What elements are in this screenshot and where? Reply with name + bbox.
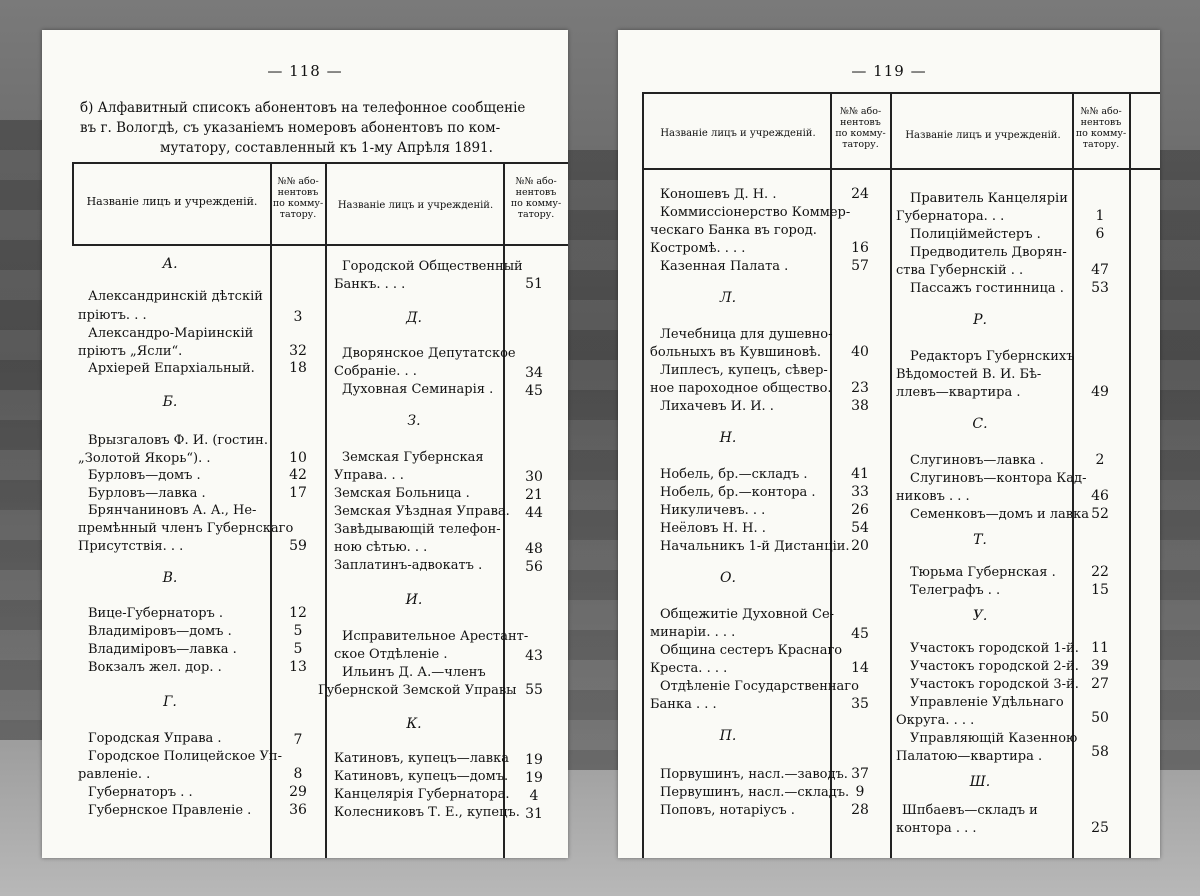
list-item: минаріи. . . . [650,625,736,640]
subscriber-number: 5 [293,641,303,657]
section-letter: И. [405,592,423,608]
list-item: Палатою—квартира . [896,749,1043,764]
subscriber-number: 44 [525,505,543,521]
list-item: Коношевъ Д. Н. . [660,187,777,202]
list-item: Катиновъ, купецъ—домъ. [334,769,509,784]
list-item: Шпбаевъ—складъ и [902,803,1038,818]
list-item: Управленіе Удѣльнаго [910,695,1064,710]
list-item: Пассажъ гостинница . [910,281,1064,296]
subscriber-number: 31 [525,806,543,822]
list-item: Вице-Губернаторъ . [88,606,224,621]
list-item: Телеграфъ . . [910,583,1001,598]
section-letter: Д. [406,310,422,326]
section-letter: Ш. [969,774,991,790]
section-letter: П. [719,728,737,744]
page-number: — 119 — [851,62,927,80]
subscriber-number: 55 [525,682,543,698]
subscriber-number: 11 [1091,640,1109,656]
section-letter: А. [162,256,178,272]
subscriber-number: 30 [525,469,543,485]
background-building [1160,150,1200,770]
subscriber-number: 38 [851,398,869,414]
subscriber-number: 33 [851,484,869,500]
list-item: Колесниковъ Т. Е., купецъ. [334,805,520,820]
list-item: Александринскій дѣтскій [88,289,263,304]
subscriber-number: 16 [851,240,869,256]
column-rule [890,92,892,858]
document-heading [80,98,556,158]
list-item: Заплатинъ-адвокатъ . [334,558,483,573]
list-item: Начальникъ 1-й Дистанціи. [660,539,850,554]
list-item: Дворянское Депутатское [342,346,516,361]
subscriber-number: 9 [855,784,865,800]
subscriber-number: 20 [851,538,869,554]
list-item: ства Губернскій . . [896,263,1024,278]
list-item: Вѣдомостей В. И. Бѣ- [896,367,1042,382]
column-header-number: №№ або- нентовъ по комму- татору. [272,176,324,220]
list-item: Неёловъ Н. Н. . [660,521,766,536]
subscriber-number: 53 [1091,280,1109,296]
list-item: Катиновъ, купецъ—лавка [334,751,509,766]
list-item: Правитель Канцеляріи [910,191,1068,206]
list-item: Общежитіе Духовной Се- [660,607,835,622]
table-rule [72,162,568,164]
list-item: Земская Губернская [342,450,484,465]
list-item: Нобель, бр.—контора . [660,485,816,500]
column-header-number: №№ або- нентовъ по комму- татору. [1075,106,1127,150]
subscriber-number: 12 [289,605,307,621]
list-item: Предводитель Дворян- [910,245,1067,260]
list-item: ческаго Банка въ город. [650,223,817,238]
subscriber-number: 36 [289,802,307,818]
list-item: ною сѣтью. . . [334,540,428,555]
subscriber-number: 10 [289,450,307,466]
column-rule [325,162,327,858]
list-item: Порвушинъ, насл.—заводъ. [660,767,848,782]
subscriber-number: 42 [289,467,307,483]
list-item: пріютъ. . . [78,308,147,323]
subscriber-number: 14 [851,660,869,676]
section-letter: Б. [162,394,178,410]
list-item: Духовная Семинарія . [342,382,494,397]
list-item: Земская Больница . [334,486,470,501]
column-header-name: Названіе лицъ и учрежденій. [86,195,258,208]
subscriber-number: 59 [289,538,307,554]
list-item: Губернаторъ . . [88,785,193,800]
list-item: больныхъ въ Кувшиновѣ. [650,345,822,360]
subscriber-number: 28 [851,802,869,818]
column-rule [72,162,74,244]
list-item: Ильинъ Д. А.—членъ [342,665,486,680]
subscriber-number: 7 [293,732,303,748]
subscriber-number: 43 [525,648,543,664]
list-item: Управляющій Казенною [910,731,1078,746]
list-item: Завѣдывающій телефон- [334,522,501,537]
list-item: Врызгаловъ Ф. И. (гостин. [88,433,268,448]
list-item: Бурловъ—лавка . [88,486,206,501]
document-page-119 [618,30,1160,858]
list-item: Слугиновъ—контора Кад- [910,471,1087,486]
list-item: Канцелярія Губернатора. [334,787,510,802]
list-item: премѣнный членъ Губернскаго [78,521,294,536]
list-item: Отдѣленіе Государственнаго [660,679,859,694]
subscriber-number: 23 [851,380,869,396]
list-item: Городской Общественный [342,259,523,274]
list-item: „Золотой Якорь“). . [78,451,211,466]
column-header-name: Названіе лицъ и учрежденій. [905,130,1061,141]
section-letter: К. [406,716,422,732]
subscriber-number: 21 [525,487,543,503]
section-letter: Р. [973,312,987,328]
list-item: Земская Уѣздная Управа. [334,504,510,519]
list-item: Банкъ. . . . [334,277,406,292]
subscriber-number: 17 [289,485,307,501]
list-item: Архіерей Епархіальный. [88,361,255,376]
list-item: Губернатора. . . [896,209,1005,224]
list-item: Креста. . . . [650,661,728,676]
column-header-number: №№ або- нентовъ по комму- татору. [510,176,562,220]
list-item: Участокъ городской 3-й. [910,677,1079,692]
subscriber-number: 41 [851,466,869,482]
list-item: Никуличевъ. . . [660,503,766,518]
column-header-name: Названіе лицъ и учрежденій. [337,200,494,211]
list-item: Городское Полицейское Уп- [88,749,282,764]
heading-line: въ г. Вологдѣ, съ указаніемъ номеровъ абонентовъ по ком- [80,120,501,136]
subscriber-number: 19 [525,770,543,786]
section-letter: В. [162,570,178,586]
list-item: Слугиновъ—лавка . [910,453,1044,468]
subscriber-number: 4 [529,788,539,804]
list-item: Губернское Правленіе . [88,803,252,818]
page-number: — 118 — [267,62,343,80]
subscriber-number: 18 [289,360,307,376]
list-item: Управа. . . [334,468,404,483]
subscriber-number: 51 [525,276,543,292]
subscriber-number: 48 [525,541,543,557]
list-item: Владиміровъ—лавка . [88,642,237,657]
subscriber-number: 57 [851,258,869,274]
list-item: Поповъ, нотаріусъ . [660,803,795,818]
subscriber-number: 32 [289,343,307,359]
list-item: Казенная Палата . [660,259,789,274]
subscriber-number: 3 [293,309,303,325]
subscriber-number: 8 [293,766,303,782]
list-item: Округа. . . . [896,713,975,728]
list-item: Присутствія. . . [78,539,184,554]
list-item: никовъ . . . [896,489,970,504]
list-item: Первушинъ, насл.—складъ. [660,785,850,800]
list-item: Участокъ городской 2-й. [910,659,1079,674]
column-header-name: Названіе лицъ и учрежденій. [660,128,816,139]
list-item: Семенковъ—домъ и лавка [910,507,1089,522]
subscriber-number: 35 [851,696,869,712]
list-item: Вокзалъ жел. дор. . [88,660,222,675]
list-item: Полицiймейстеръ . [910,227,1041,242]
list-item: Костромѣ. . . . [650,241,746,256]
subscriber-number: 1 [1095,208,1105,224]
list-item: Банка . . . [650,697,717,712]
subscriber-number: 37 [851,766,869,782]
subscriber-number: 19 [525,752,543,768]
subscriber-number: 34 [525,365,543,381]
section-letter: Н. [719,430,737,446]
list-item: контора . . . [896,821,977,836]
list-item: Община сестеръ Краснаго [660,643,843,658]
list-item: ное пароходное общество. [650,381,832,396]
list-item: равленіе. . [78,767,151,782]
subscriber-number: 54 [851,520,869,536]
list-item: пріютъ „Ясли“. [78,344,183,359]
section-letter: С. [972,416,988,432]
list-item: Лихачевъ И. И. . [660,399,774,414]
list-item: Александро-Маріинскій [88,326,254,341]
section-letter: У. [972,608,988,624]
section-letter: З. [407,413,421,429]
subscriber-number: 25 [1091,820,1109,836]
list-item: Владиміровъ—домъ . [88,624,232,639]
section-letter: Т. [973,532,987,548]
list-item: Коммиссіонерство Коммер- [660,205,851,220]
subscriber-number: 22 [1091,564,1109,580]
heading-line: б) Алфавитный списокъ абонентовъ на телефонное сообщеніе [80,100,526,116]
section-letter: Г. [163,694,177,710]
table-rule [642,92,1160,94]
subscriber-number: 50 [1091,710,1109,726]
subscriber-number: 2 [1095,452,1105,468]
list-item: ское Отдѣленіе . [334,647,448,662]
subscriber-number: 29 [289,784,307,800]
subscriber-number: 26 [851,502,869,518]
list-item: Губернской Земской Управы [318,683,517,698]
list-item: Лечебница для душевно- [660,327,833,342]
document-page-118 [42,30,568,858]
list-item: Собраніе. . . [334,364,417,379]
subscriber-number: 5 [293,623,303,639]
table-rule [72,244,568,246]
subscriber-number: 47 [1091,262,1109,278]
list-item: Редакторъ Губернскихъ [910,349,1075,364]
subscriber-number: 13 [289,659,307,675]
subscriber-number: 45 [851,626,869,642]
subscriber-number: 56 [525,559,543,575]
list-item: ллевъ—квартира . [896,385,1021,400]
list-item: Брянчаниновъ А. А., Не- [88,503,257,518]
subscriber-number: 52 [1091,506,1109,522]
subscriber-number: 27 [1091,676,1109,692]
subscriber-number: 58 [1091,744,1109,760]
column-header-number: №№ або- нентовъ по комму- татору. [835,106,886,150]
subscriber-number: 46 [1091,488,1109,504]
list-item: Тюрьма Губернская . [910,565,1056,580]
list-item: Исправительное Арестант- [342,629,529,644]
subscriber-number: 15 [1091,582,1109,598]
list-item: Липлесъ, купецъ, сѣвер- [660,363,828,378]
column-rule [1129,92,1131,858]
heading-line: мутатору, составленный къ 1-му Апрѣля 1891. [160,140,493,156]
list-item: Бурловъ—домъ . [88,468,201,483]
background-building [0,120,42,740]
subscriber-number: 40 [851,344,869,360]
list-item: Городская Управа . [88,731,222,746]
subscriber-number: 49 [1091,384,1109,400]
list-item: Участокъ городской 1-й. [910,641,1079,656]
list-item: Нобель, бр.—складъ . [660,467,808,482]
table-rule [642,168,1160,170]
section-letter: Л. [719,290,737,306]
section-letter: О. [720,570,736,586]
column-rule [642,92,644,858]
subscriber-number: 39 [1091,658,1109,674]
subscriber-number: 24 [851,186,869,202]
subscriber-number: 6 [1095,226,1105,242]
subscriber-number: 45 [525,383,543,399]
